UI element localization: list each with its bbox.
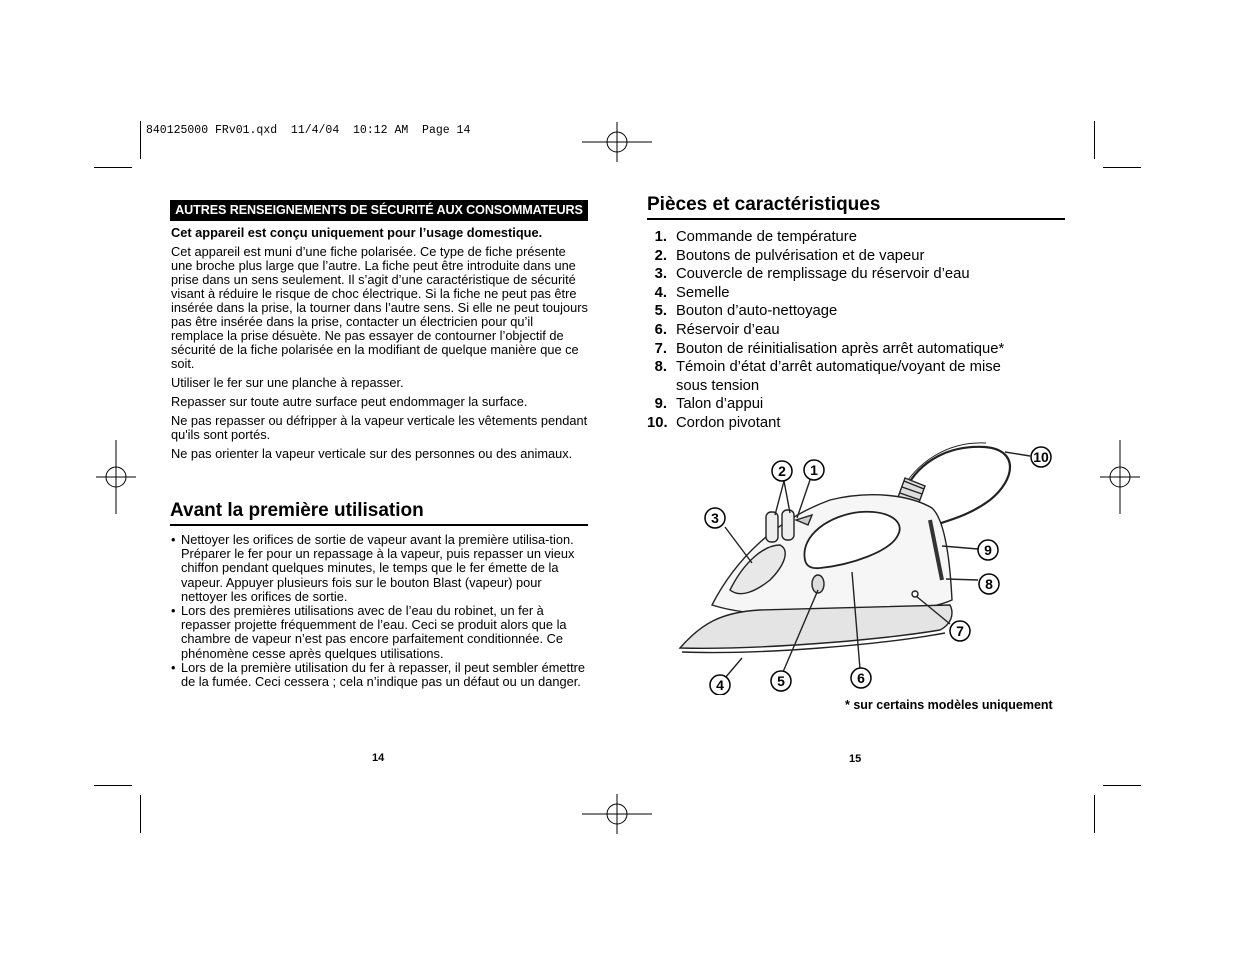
section-title-parts: Pièces et caractéristiques	[647, 194, 881, 215]
bullet-item: • Lors de la première utilisation du fer à repasser, il peut sembler émettre de la fumée. Ceci cessera ; cela n’indique pas un défaut ou un danger.	[171, 661, 591, 689]
callout-label: 10	[1033, 449, 1049, 465]
bullet-item: • Nettoyer les orifices de sortie de vapeur avant la première utilisa-tion. Préparer le fer pour un repassage à la vapeur, puis repasser un vieux chiffon pendant quelques minutes, le temps que le fer émette de la vapeur. Appuyer plusieurs fois sur le bouton Blast (vapeur) pour nettoyer les orifices de sortie.	[171, 533, 591, 604]
callout-label: 1	[810, 462, 818, 478]
list-item: 7. Bouton de réinitialisation après arrêt automatique*	[654, 340, 1005, 357]
list-item: 8. Témoin d’état d’arrêt automatique/voyant de mise sous tension	[654, 359, 1001, 394]
callout-label: 7	[956, 623, 964, 639]
paragraph: Ne pas repasser ou défripper à la vapeur verticale les vêtements pendant qu'ils sont portés.	[171, 413, 588, 442]
callout-label: 2	[778, 463, 786, 479]
callout-label: 3	[711, 510, 719, 526]
page-number-left: 14	[372, 752, 385, 764]
page-number-right: 15	[849, 753, 862, 765]
callout-label: 5	[777, 673, 785, 689]
first-use-bullets	[171, 533, 591, 689]
paragraph: Repasser sur toute autre surface peut endommager la surface.	[171, 394, 528, 409]
callout-label: 9	[984, 542, 992, 558]
section-rule	[647, 218, 1065, 220]
callout-label: 8	[985, 576, 993, 592]
safety-banner: AUTRES RENSEIGNEMENTS DE SÉCURITÉ AUX CONSOMMATEURS	[170, 200, 588, 221]
section-title-first-use: Avant la première utilisation	[170, 500, 424, 521]
list-item: 2. Boutons de pulvérisation et de vapeur	[654, 247, 925, 264]
safety-text	[171, 226, 589, 466]
file-slug: 840125000 FRv01.qxd 11/4/04 10:12 AM Page 14	[146, 124, 471, 137]
paragraph: Cet appareil est muni d’une fiche polarisée. Ce type de fiche présente une broche plus large que l’autre. La fiche peut être introduite dans une prise dans un sens seulement. Il s’agit d’une caractéristique de sécurité visant à réduire le risque de choc électrique. Si la fiche ne peut pas être insérée dans la prise, la tourner dans l’autre sens. Si elle ne peut toujours pas être insérée dans la prise, contacter un électricien pour qu’il remplace la prise désuète. Ne pas essayer de contourner l’objectif de sécurité de la fiche polarisée en la modifiant de quelque manière que ce soit.	[171, 244, 588, 371]
list-item: 6. Réservoir d’eau	[654, 321, 780, 338]
footnote: * sur certains modèles uniquement	[845, 698, 1053, 712]
paragraph: Utiliser le fer sur une planche à repasser.	[171, 375, 404, 390]
list-item: 10. Cordon pivotant	[647, 414, 781, 431]
callout-label: 6	[857, 670, 865, 686]
section-rule	[170, 524, 588, 526]
paragraph: Ne pas orienter la vapeur verticale sur des personnes ou des animaux.	[171, 446, 573, 461]
list-item: 5. Bouton d’auto-nettoyage	[654, 303, 838, 320]
iron-diagram	[670, 440, 1070, 695]
bullet-item: • Lors des premières utilisations avec de l’eau du robinet, un fer à repasser projette fréquemment de l’eau. Ceci se produit alors que la chambre de vapeur n’est pas encore parfaitement conditionnée. Ce phénomène cesse après quelques utilisations.	[171, 604, 591, 661]
callout-label: 4	[716, 677, 724, 693]
parts-list	[647, 228, 1007, 433]
list-item: 4. Semelle	[654, 284, 730, 301]
list-item: 1. Commande de température	[654, 229, 857, 245]
list-item: 9. Talon d’appui	[654, 396, 764, 413]
list-item: 3. Couvercle de remplissage du réservoir d’eau	[654, 266, 970, 283]
intro-bold: Cet appareil est conçu uniquement pour l’usage domestique.	[171, 225, 543, 240]
